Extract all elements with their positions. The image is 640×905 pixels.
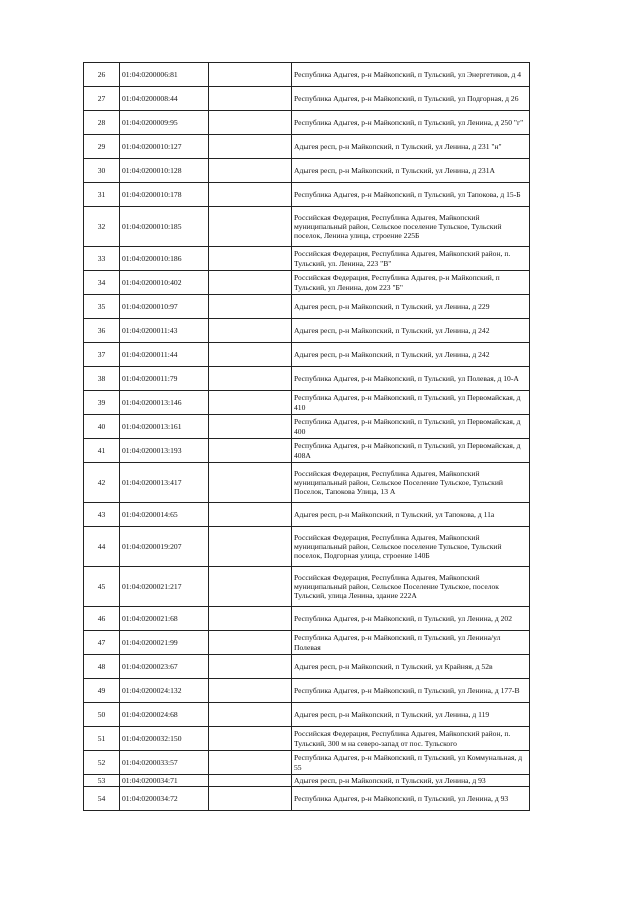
row-number-cell: 44: [84, 527, 120, 567]
table-row: [84, 787, 530, 811]
address-cell: Адыгея респ, р-н Майкопский, п Тульский, ул Тапокова, д 11а: [292, 503, 530, 527]
address-cell: Республика Адыгея, р-н Майкопский, п Тульский, ул Ленина/ул Полевая: [292, 631, 530, 655]
row-number-cell: 37: [84, 343, 120, 367]
row-number-cell: 34: [84, 271, 120, 295]
empty-cell: [209, 63, 292, 87]
cadastral-number-cell: 01:04:0200011:44: [120, 343, 209, 367]
address-cell: Республика Адыгея, р-н Майкопский, п Тульский, ул Тапокова, д 15-Б: [292, 183, 530, 207]
empty-cell: [209, 183, 292, 207]
cadastral-number-cell: 01:04:0200024:68: [120, 703, 209, 727]
empty-cell: [209, 567, 292, 607]
table-row: [84, 463, 530, 503]
row-number-cell: 40: [84, 415, 120, 439]
table-row: [84, 343, 530, 367]
cadastral-number-cell: 01:04:0200010:97: [120, 295, 209, 319]
address-cell: Адыгея респ, р-н Майкопский, п Тульский, ул Ленина, д 231 "н": [292, 135, 530, 159]
row-number-cell: 45: [84, 567, 120, 607]
row-number-cell: 35: [84, 295, 120, 319]
cadastral-number-cell: 01:04:0200032:150: [120, 727, 209, 751]
cadastral-number-cell: 01:04:0200034:71: [120, 775, 209, 787]
cadastral-number-cell: 01:04:0200009:95: [120, 111, 209, 135]
address-cell: Адыгея респ, р-н Майкопский, п Тульский, ул Крайняя, д 52в: [292, 655, 530, 679]
empty-cell: [209, 727, 292, 751]
table-row: [84, 527, 530, 567]
table-row: [84, 503, 530, 527]
empty-cell: [209, 463, 292, 503]
address-cell: Российская Федерация, Республика Адыгея, р-н Майкопский, п Тульский, ул Ленина, дом 223 "Б": [292, 271, 530, 295]
cadastral-number-cell: 01:04:0200010:127: [120, 135, 209, 159]
cadastral-number-cell: 01:04:0200013:146: [120, 391, 209, 415]
cadastral-number-cell: 01:04:0200010:186: [120, 247, 209, 271]
cadastral-number-cell: 01:04:0200013:193: [120, 439, 209, 463]
empty-cell: [209, 343, 292, 367]
table-row: [84, 159, 530, 183]
empty-cell: [209, 87, 292, 111]
row-number-cell: 33: [84, 247, 120, 271]
table-row: [84, 183, 530, 207]
table-row: [84, 391, 530, 415]
cadastral-number-cell: 01:04:0200011:79: [120, 367, 209, 391]
cadastral-number-cell: 01:04:0200021:217: [120, 567, 209, 607]
row-number-cell: 41: [84, 439, 120, 463]
empty-cell: [209, 439, 292, 463]
address-cell: Адыгея респ, р-н Майкопский, п Тульский, ул Ленина, д 242: [292, 319, 530, 343]
address-cell: Российская Федерация, Республика Адыгея, Майкопский муниципальный район, Сельское поселение Тульское, Тульский поселок, Ленина улица, строение 225Б: [292, 207, 530, 247]
address-cell: Республика Адыгея, р-н Майкопский, п Тульский, ул Первомайская, д 408А: [292, 439, 530, 463]
table-row: [84, 703, 530, 727]
table-row: [84, 295, 530, 319]
cadastral-number-cell: 01:04:0200013:161: [120, 415, 209, 439]
address-cell: Адыгея респ, р-н Майкопский, п Тульский, ул Ленина, д 93: [292, 775, 530, 787]
empty-cell: [209, 751, 292, 775]
empty-cell: [209, 787, 292, 811]
empty-cell: [209, 655, 292, 679]
empty-cell: [209, 111, 292, 135]
empty-cell: [209, 503, 292, 527]
address-cell: Российская Федерация, Республика Адыгея, Майкопский муниципальный район, Сельское поселение Тульское, Тульский поселок, Подгорная улица, строение 140Б: [292, 527, 530, 567]
cadastral-number-cell: 01:04:0200010:402: [120, 271, 209, 295]
address-cell: Адыгея респ, р-н Майкопский, п Тульский, ул Ленина, д 119: [292, 703, 530, 727]
empty-cell: [209, 319, 292, 343]
empty-cell: [209, 367, 292, 391]
address-cell: Республика Адыгея, р-н Майкопский, п Тульский, ул Первомайская, д 400: [292, 415, 530, 439]
table-row: [84, 247, 530, 271]
row-number-cell: 32: [84, 207, 120, 247]
cadastral-number-cell: 01:04:0200008:44: [120, 87, 209, 111]
table-body: [84, 63, 530, 811]
address-cell: Адыгея респ, р-н Майкопский, п Тульский, ул Ленина, д 242: [292, 343, 530, 367]
row-number-cell: 53: [84, 775, 120, 787]
table-row: [84, 135, 530, 159]
row-number-cell: 50: [84, 703, 120, 727]
row-number-cell: 27: [84, 87, 120, 111]
table-row: [84, 751, 530, 775]
address-cell: Республика Адыгея, р-н Майкопский, п Тульский, ул Энергетиков, д 4: [292, 63, 530, 87]
cadastral-number-cell: 01:04:0200019:207: [120, 527, 209, 567]
row-number-cell: 48: [84, 655, 120, 679]
cadastral-number-cell: 01:04:0200010:185: [120, 207, 209, 247]
empty-cell: [209, 207, 292, 247]
row-number-cell: 52: [84, 751, 120, 775]
row-number-cell: 47: [84, 631, 120, 655]
empty-cell: [209, 775, 292, 787]
row-number-cell: 42: [84, 463, 120, 503]
address-cell: Республика Адыгея, р-н Майкопский, п Тульский, ул Полевая, д 10-А: [292, 367, 530, 391]
cadastral-number-cell: 01:04:0200021:99: [120, 631, 209, 655]
table-row: [84, 775, 530, 787]
address-cell: Республика Адыгея, р-н Майкопский, п Тульский, ул Коммунальная, д 55: [292, 751, 530, 775]
cadastral-number-cell: 01:04:0200021:68: [120, 607, 209, 631]
cadastral-number-cell: 01:04:0200033:57: [120, 751, 209, 775]
cadastral-number-cell: 01:04:0200010:128: [120, 159, 209, 183]
address-cell: Республика Адыгея, р-н Майкопский, п Тульский, ул Ленина, д 177-В: [292, 679, 530, 703]
row-number-cell: 26: [84, 63, 120, 87]
address-cell: Российская Федерация, Республика Адыгея, Майкопский муниципальный район, Сельское Поселение Тульское, поселок Тульский, улица Ленина, здание 222А: [292, 567, 530, 607]
table-row: [84, 655, 530, 679]
empty-cell: [209, 679, 292, 703]
table-row: [84, 367, 530, 391]
empty-cell: [209, 271, 292, 295]
row-number-cell: 31: [84, 183, 120, 207]
empty-cell: [209, 295, 292, 319]
table-row: [84, 207, 530, 247]
cadastral-number-cell: 01:04:0200023:67: [120, 655, 209, 679]
row-number-cell: 36: [84, 319, 120, 343]
row-number-cell: 30: [84, 159, 120, 183]
row-number-cell: 51: [84, 727, 120, 751]
table-row: [84, 87, 530, 111]
address-cell: Республика Адыгея, р-н Майкопский, п Тульский, ул Ленина, д 93: [292, 787, 530, 811]
table-row: [84, 439, 530, 463]
table-row: [84, 111, 530, 135]
row-number-cell: 38: [84, 367, 120, 391]
land-plots-table: [83, 62, 530, 811]
table-row: [84, 319, 530, 343]
address-cell: Российская Федерация, Республика Адыгея, Майкопский район, п. Тульский, ул. Ленина, 223 "В": [292, 247, 530, 271]
row-number-cell: 29: [84, 135, 120, 159]
row-number-cell: 49: [84, 679, 120, 703]
empty-cell: [209, 135, 292, 159]
address-cell: Адыгея респ, р-н Майкопский, п Тульский, ул Ленина, д 231А: [292, 159, 530, 183]
row-number-cell: 39: [84, 391, 120, 415]
row-number-cell: 46: [84, 607, 120, 631]
cadastral-number-cell: 01:04:0200011:43: [120, 319, 209, 343]
address-cell: Республика Адыгея, р-н Майкопский, п Тульский, ул Первомайская, д 410: [292, 391, 530, 415]
cadastral-number-cell: 01:04:0200006:81: [120, 63, 209, 87]
row-number-cell: 54: [84, 787, 120, 811]
empty-cell: [209, 247, 292, 271]
empty-cell: [209, 527, 292, 567]
cadastral-number-cell: 01:04:0200034:72: [120, 787, 209, 811]
row-number-cell: 28: [84, 111, 120, 135]
address-cell: Республика Адыгея, р-н Майкопский, п Тульский, ул Ленина, д 202: [292, 607, 530, 631]
address-cell: Адыгея респ, р-н Майкопский, п Тульский, ул Ленина, д 229: [292, 295, 530, 319]
table-row: [84, 567, 530, 607]
empty-cell: [209, 631, 292, 655]
table-row: [84, 727, 530, 751]
table-row: [84, 63, 530, 87]
cadastral-number-cell: 01:04:0200013:417: [120, 463, 209, 503]
table-row: [84, 679, 530, 703]
address-cell: Республика Адыгея, р-н Майкопский, п Тульский, ул Ленина, д 250 "г": [292, 111, 530, 135]
empty-cell: [209, 415, 292, 439]
cadastral-number-cell: 01:04:0200010:178: [120, 183, 209, 207]
table-row: [84, 631, 530, 655]
empty-cell: [209, 703, 292, 727]
empty-cell: [209, 391, 292, 415]
table-row: [84, 415, 530, 439]
address-cell: Российская Федерация, Республика Адыгея, Майкопский район, п. Тульский, 300 м на северо-запад от пос. Тульского: [292, 727, 530, 751]
cadastral-number-cell: 01:04:0200024:132: [120, 679, 209, 703]
empty-cell: [209, 607, 292, 631]
cadastral-number-cell: 01:04:0200014:65: [120, 503, 209, 527]
address-cell: Российская Федерация, Республика Адыгея, Майкопский муниципальный район, Сельское Поселение Тульское, Тульский Поселок, Тапокова Улица, 13 А: [292, 463, 530, 503]
row-number-cell: 43: [84, 503, 120, 527]
address-cell: Республика Адыгея, р-н Майкопский, п Тульский, ул Подгорная, д 26: [292, 87, 530, 111]
table-row: [84, 607, 530, 631]
empty-cell: [209, 159, 292, 183]
table-row: [84, 271, 530, 295]
